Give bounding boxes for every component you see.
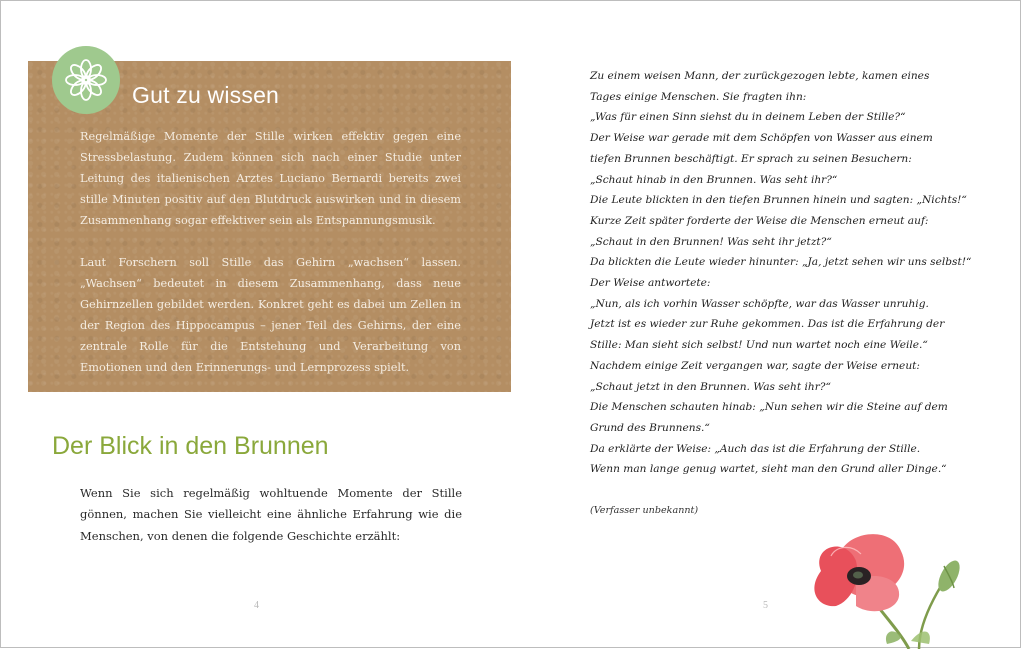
story-line: Nachdem einige Zeit vergangen war, sagte der Weise erneut: [590,359,920,372]
story-line: „Was für einen Sinn siehst du in deinem Leben der Stille?“ [590,111,906,124]
story-line: Tages einige Menschen. Sie fragten ihn: [590,90,807,103]
story-text [590,66,990,480]
story-line: Zu einem weisen Mann, der zurückgezogen lebte, kamen eines [590,70,930,82]
info-badge [52,46,120,114]
story-line: Da erklärte der Weise: „Auch das ist die Erfahrung der Stille. [590,442,921,455]
story-line: Der Weise war gerade mit dem Schöpfen von Wasser aus einem [590,132,933,145]
story-author: (Verfasser unbekannt) [590,505,699,516]
story-line: Stille: Man sieht sich selbst! Und nun wartet noch eine Weile.“ [590,339,928,352]
info-paragraph-1: Regelmäßige Momente der Stille wirken effektiv gegen eine Stressbelastung. Zudem können sich nach einer Studie unter Leitung des italienischen Arztes Luciano Bernardi bereits zwei stille Minuten positiv auf den Blutdruck auswirken und in diesem Zusammenhang sogar effektiver sein als Entspannungsmusik. [80,130,461,227]
story-line: Da blickten die Leute wieder hinunter: „Ja, jetzt sehen wir uns selbst!“ [590,256,972,269]
story-line: Jetzt ist es wieder zur Ruhe gekommen. Das ist die Erfahrung der [590,318,945,331]
section-title: Der Blick in den Brunnen [52,432,329,460]
poppy-flower-illustration [801,526,971,649]
story-line: Der Weise antwortete: [590,277,711,290]
story-line: „Schaut jetzt in den Brunnen. Was seht ihr?“ [590,380,831,393]
info-paragraph-2: Laut Forschern soll Stille das Gehirn „wachsen“ lassen. „Wachsen“ bedeutet in diesem Zusammenhang, dass neue Gehirnzellen gebildet werden. Konkret geht es dabei um Zellen in der Region des Hippocampus – jener Teil des Gehirns, der eine zentrale Rolle für die Entstehung und Verarbeitung von Emotionen und den Erinnerungs- und Lernprozess spielt. [80,256,461,374]
page-number-left: 4 [254,600,259,611]
story-line: Die Menschen schauten hinab: „Nun sehen wir die Steine auf dem [590,401,948,414]
story-line: „Schaut in den Brunnen! Was seht ihr jetzt?“ [590,235,832,248]
page-number-right: 5 [763,600,768,611]
story-line: „Schaut hinab in den Brunnen. Was seht ihr?“ [590,173,838,186]
story-line: Wenn man lange genug wartet, sieht man den Grund aller Dinge.“ [590,463,947,476]
story-line: Die Leute blickten in den tiefen Brunnen hinein und sagten: „Nichts!“ [590,194,967,207]
flower-icon [62,56,110,104]
intro-paragraph: Wenn Sie sich regelmäßig wohltuende Momente der Stille gönnen, machen Sie vielleicht eine ähnliche Erfahrung wie die Menschen, von denen die folgende Geschichte erzählt: [80,486,462,543]
info-box-title: Gut zu wissen [132,82,280,108]
story-line: Kurze Zeit später forderte der Weise die Menschen erneut auf: [590,214,929,227]
story-line: „Nun, als ich vorhin Wasser schöpfte, war das Wasser unruhig. [590,297,929,310]
story-line: Grund des Brunnens.“ [590,421,710,434]
story-line: tiefen Brunnen beschäftigt. Er sprach zu seinen Besuchern: [590,152,912,165]
